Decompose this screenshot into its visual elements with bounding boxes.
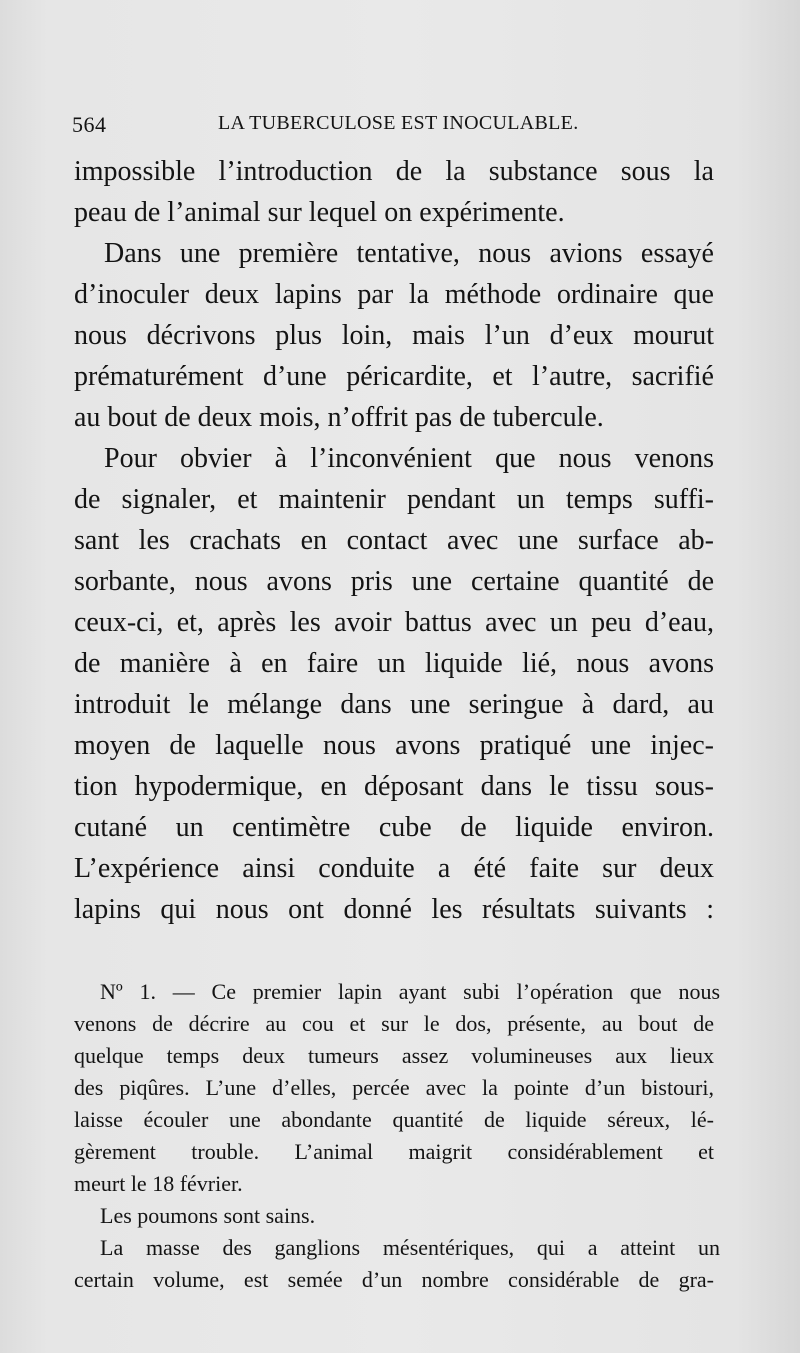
page-header xyxy=(72,112,722,142)
note-line: meurt le 18 février. xyxy=(74,1171,243,1196)
text-line: cutané un centimètre cube de liquide environ. xyxy=(74,812,714,843)
text-line: ceux-ci, et, après les avoir battus avec un peu d’eau, xyxy=(74,607,714,638)
note-line: La masse des ganglions mésentériques, qui a atteint un xyxy=(100,1235,720,1260)
text-line: L’expérience ainsi conduite a été faite sur deux xyxy=(74,853,714,884)
text-line: de signaler, et maintenir pendant un temps suffi- xyxy=(74,484,714,515)
text-line: sorbante, nous avons pris une certaine quantité de xyxy=(74,566,714,597)
note-line: Les poumons sont sains. xyxy=(100,1203,316,1228)
text-line: tion hypodermique, en déposant dans le tissu sous- xyxy=(74,771,714,802)
text-line: impossible l’introduction de la substance sous la xyxy=(74,156,714,187)
text-line: Dans une première tentative, nous avions essayé xyxy=(104,238,714,269)
note-line: gèrement trouble. L’animal maigrit considérablement et xyxy=(74,1139,714,1164)
running-title: LA TUBERCULOSE EST INOCULABLE. xyxy=(218,112,579,134)
note-line: quelque temps deux tumeurs assez volumineuses aux lieux xyxy=(74,1043,714,1068)
note-line: certain volume, est semée d’un nombre considérable de gra- xyxy=(74,1267,714,1292)
note-line: des piqûres. L’une d’elles, percée avec la pointe d’un bistouri, xyxy=(74,1075,714,1100)
text-line: au bout de deux mois, n’offrit pas de tubercule. xyxy=(74,402,604,433)
text-line: nous décrivons plus loin, mais l’un d’eux mourut xyxy=(74,320,714,351)
note-line: laisse écouler une abondante quantité de liquide séreux, lé- xyxy=(74,1107,714,1132)
note-line: Nº 1. — Ce premier lapin ayant subi l’opération que nous xyxy=(100,979,720,1004)
text-line: d’inoculer deux lapins par la méthode ordinaire que xyxy=(74,279,714,310)
page-number: 564 xyxy=(72,112,107,137)
text-line: de manière à en faire un liquide lié, nous avons xyxy=(74,648,714,679)
text-line: Pour obvier à l’inconvénient que nous venons xyxy=(104,443,714,474)
text-line: prématurément d’une péricardite, et l’autre, sacrifié xyxy=(74,361,714,392)
text-line: moyen de laquelle nous avons pratiqué une injec- xyxy=(74,730,714,761)
text-line: lapins qui nous ont donné les résultats suivants : xyxy=(74,894,714,925)
text-line: sant les crachats en contact avec une surface ab- xyxy=(74,525,714,556)
text-line: introduit le mélange dans une seringue à dard, au xyxy=(74,689,714,720)
note-line: venons de décrire au cou et sur le dos, présente, au bout de xyxy=(74,1011,714,1036)
text-line: peau de l’animal sur lequel on expérimente. xyxy=(74,197,565,228)
